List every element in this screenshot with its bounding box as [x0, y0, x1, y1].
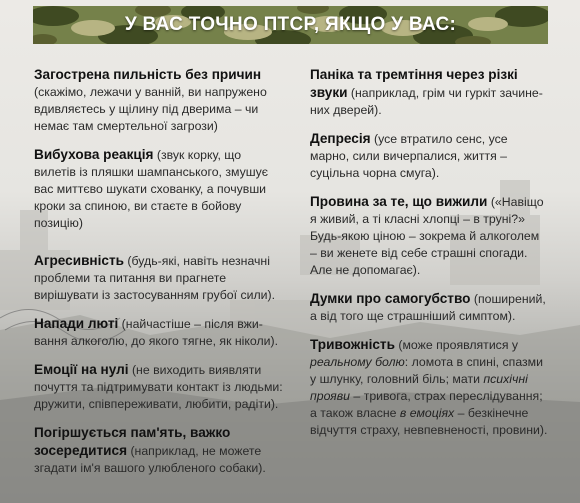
symptom-item — [34, 315, 284, 350]
symptom-item — [34, 252, 284, 304]
symptom-description: (скажімо, лежачи у ванній, ви напружено вдивляєтесь у щілину під дверима – чи немає там смертельної загрози) — [34, 85, 267, 133]
symptom-description-part: – тривога, страх переслідування; а також власне — [310, 389, 543, 420]
symptom-item — [34, 361, 284, 413]
symptom-title: Погіршується пам'ять, важко зосередитися — [34, 425, 231, 458]
symptom-emphasis: психічні прояви — [310, 372, 528, 403]
symptom-description: (наприклад, не можете згадати ім'я вашого улюбленого собаки). — [34, 444, 266, 475]
symptom-emphasis: реальному болю — [310, 355, 405, 369]
symptom-title: Емоції на нулі — [34, 362, 129, 377]
symptom-title: Провина за те, що вижили — [310, 194, 488, 209]
left-symptom-column — [34, 66, 284, 488]
symptom-title: Напади люті — [34, 316, 119, 331]
symptom-description: (не виходить виявляти почуття та підтримувати контакт із людьми: дружити, співпереживати, любити, радіти). — [34, 363, 283, 411]
symptom-title: Агресивність — [34, 253, 124, 268]
symptom-title: Загострена пильність без причин — [34, 67, 262, 82]
symptom-title: Вибухова реакція — [34, 147, 154, 162]
symptom-description-part: – безкінечне відчуття страху, невпевненості, провини). — [310, 406, 548, 437]
symptom-description: (усе втратило сенс, усе марно, сили вичерпалися, життя – суцільна чорна смуга). — [310, 132, 508, 180]
symptom-description: (наприклад, грім чи гуркіт зачинених дверей). — [310, 86, 543, 117]
symptom-item — [34, 424, 284, 477]
right-symptom-column — [310, 66, 548, 450]
symptom-description: (будь-які, навіть незначні проблеми та питання ви прагнете вирішувати із застосуванням грубої сили). — [34, 254, 276, 302]
symptom-title: Депресія — [310, 131, 371, 146]
title-banner — [33, 6, 548, 44]
page-title: У ВАС ТОЧНО ПТСР, ЯКЩО У ВАС: — [124, 14, 457, 35]
symptom-item — [310, 66, 548, 119]
symptom-description: (найчастіше – після вживання алкоголю, до якого тягне, як ніколи). — [34, 317, 279, 348]
symptom-description-part: : ломота в спині, спазми у шлунку, головний біль; мати — [310, 355, 543, 386]
symptom-title: Паніка та тремтіння через різкі звуки — [310, 67, 518, 100]
symptom-title: Думки про самогубство — [310, 291, 471, 306]
symptom-description: («Навіщо я живий, а ті класні хлопці – в труні?» Будь-якою ціною – зокрема й алкоголем – ви женете від себе страшні спогади. Але не допомагає). — [310, 195, 544, 277]
symptom-description-part: (може проявлятися у — [394, 338, 519, 352]
symptom-description: (звук корку, що вилетів із пляшки шампанського, змушує вас миттєво шукати схованку, а почувши кроки за спиною, ви стаєте в бойову позицію) — [34, 148, 269, 230]
symptom-emphasis: в емоціях — [399, 406, 455, 420]
symptom-item — [310, 290, 548, 325]
symptom-description: (поширений, а від того ще страшніший симптом). — [310, 292, 546, 323]
symptom-item-anxiety — [310, 336, 548, 439]
symptom-item — [34, 66, 284, 135]
symptom-title: Тривожність — [310, 337, 395, 352]
symptom-item — [310, 130, 548, 182]
symptom-item — [310, 193, 548, 279]
symptom-item — [34, 146, 284, 232]
